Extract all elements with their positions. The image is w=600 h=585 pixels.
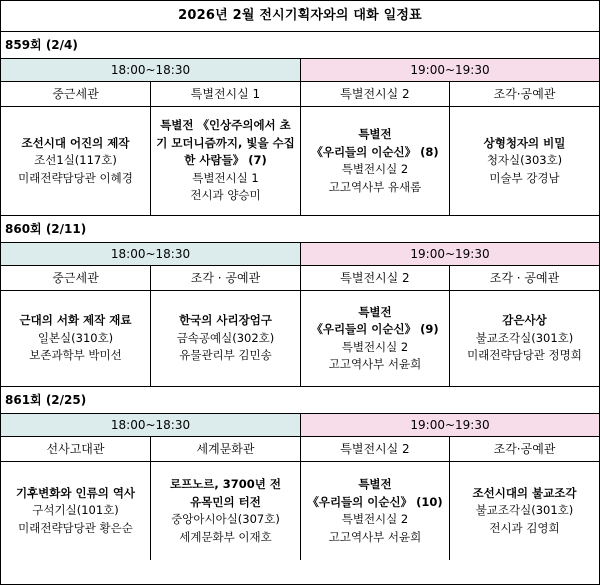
venue-label: 중근세관 [1, 82, 151, 107]
event-cell [301, 291, 450, 386]
time-slot-evening-early: 18:00~18:30 [1, 59, 301, 82]
event-place: 중앙아시아실(307호) [171, 512, 280, 526]
event-place: 특별전시실 2 [341, 339, 409, 354]
event-place: 특별전시실 2 [341, 162, 409, 176]
event-cell [151, 291, 301, 386]
session-label: 860회 (2/11) [1, 216, 599, 243]
event-topic-prefix: 특별전 [358, 127, 392, 141]
event-cell [151, 107, 301, 215]
event-speaker: 미래전략담당관 황은순 [18, 520, 133, 535]
event-cell [301, 107, 450, 215]
event-place: 청자실(303호) [486, 153, 563, 168]
session-label: 861회 (2/25) [1, 387, 599, 414]
session-860 [1, 216, 599, 387]
event-topic: 특별전 《인상주의에서 초기 모더니즘까지, 빛을 수집한 사람들》 (7) [156, 118, 295, 168]
event-cell [151, 462, 301, 560]
venue-label: 조각·공예관 [450, 437, 599, 462]
event-topic: 《우리들의 이순신》 (9) [311, 322, 439, 336]
session-label: 859회 (2/4) [1, 32, 599, 59]
event-speaker: 미래전략담당관 정명희 [467, 348, 582, 363]
event-speaker: 미술부 강경남 [489, 170, 560, 185]
venue-label: 특별전시실 2 [301, 266, 450, 291]
venue-label: 조각·공예관 [450, 82, 599, 107]
event-speaker: 고고역사부 서윤희 [328, 529, 422, 544]
time-slot-evening-late: 19:00~19:30 [301, 243, 599, 266]
event-topic: 상형청자의 비밀 [483, 135, 566, 150]
session-grid [1, 243, 599, 387]
event-place: 조선1실(117호) [34, 153, 117, 168]
event-cell [450, 462, 599, 560]
event-speaker: 전시과 김영희 [489, 520, 560, 535]
venue-label: 특별전시실 2 [301, 82, 450, 107]
event-speaker: 유물관리부 김민송 [179, 348, 272, 363]
event-topic: 조선시대 어진의 제작 [21, 135, 130, 150]
event-place: 일본실(310호) [37, 330, 114, 345]
event-place: 특별전시실 1 [192, 170, 259, 185]
event-topic: 《우리들의 이순신》 (8) [311, 144, 439, 159]
time-slot-evening-late: 19:00~19:30 [301, 414, 599, 437]
session-861 [1, 387, 599, 560]
event-topic: 조선시대의 불교조각 [472, 485, 577, 500]
event-cell [1, 107, 151, 215]
time-slot-evening-early: 18:00~18:30 [1, 243, 301, 266]
event-topic: 로프노르, 3700년 전 유목민의 터전 [169, 477, 282, 509]
event-speaker: 고고역사부 서윤희 [328, 357, 422, 371]
event-topic-prefix: 특별전 [358, 304, 392, 319]
venue-label: 특별전시실 1 [151, 82, 301, 107]
event-place: 불교조각실(301호) [475, 330, 574, 345]
event-speaker: 전시과 양승미 [190, 188, 261, 203]
venue-label: 조각 · 공예관 [450, 266, 599, 291]
session-grid [1, 414, 599, 560]
event-topic-prefix: 특별전 [358, 477, 392, 491]
event-topic: 감은사상 [502, 313, 547, 328]
event-speaker: 고고역사부 유새롬 [328, 179, 422, 194]
event-cell [450, 107, 599, 215]
venue-label: 특별전시실 2 [301, 437, 450, 462]
event-topic: 근대의 서화 제작 재료 [19, 313, 132, 328]
event-place: 특별전시실 2 [341, 512, 409, 526]
event-speaker: 세계문화부 이재호 [179, 529, 272, 544]
document-title: 2026년 2월 전시기획자와의 대화 일정표 [1, 1, 599, 32]
event-cell [450, 291, 599, 386]
session-859 [1, 32, 599, 216]
event-topic: 기후변화와 인류의 역사 [15, 485, 136, 500]
event-speaker: 보존과학부 박미선 [29, 348, 122, 363]
venue-label: 선사고대관 [1, 437, 151, 462]
event-place: 금속공예실(302호) [176, 330, 275, 345]
event-topic: 한국의 사리장엄구 [179, 313, 272, 328]
event-place: 구석기실(101호) [32, 503, 119, 518]
venue-label: 조각 · 공예관 [151, 266, 301, 291]
venue-label: 세계문화관 [151, 437, 301, 462]
event-topic: 《우리들의 이순신》 (10) [307, 494, 443, 509]
time-slot-evening-early: 18:00~18:30 [1, 414, 301, 437]
event-place: 불교조각실(301호) [475, 503, 574, 518]
event-cell [301, 462, 450, 560]
event-cell [1, 462, 151, 560]
event-cell [1, 291, 151, 386]
venue-label: 중근세관 [1, 266, 151, 291]
event-speaker: 미래전략담당관 이혜경 [18, 170, 133, 185]
time-slot-evening-late: 19:00~19:30 [301, 59, 599, 82]
session-grid [1, 59, 599, 216]
